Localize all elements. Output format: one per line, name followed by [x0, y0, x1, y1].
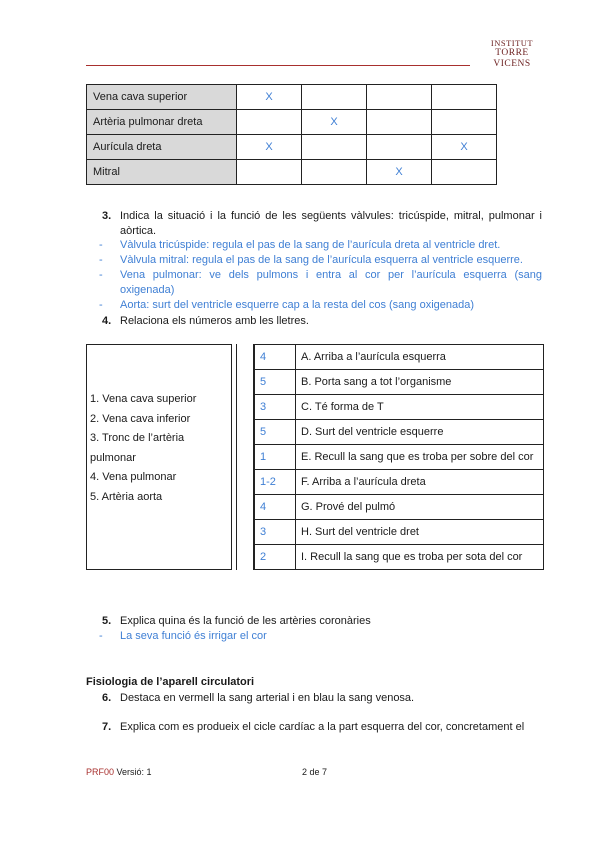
table-row	[87, 110, 497, 135]
row-label: Mitral	[87, 160, 237, 185]
list-item: 3. Tronc de l’artèria pulmonar	[90, 432, 185, 464]
table-cell	[367, 110, 432, 135]
table-cell: X	[367, 160, 432, 185]
answer-item: - Vàlvula mitral: regula el pas de la sang de l’aurícula esquerra al ventricle esquerre.	[102, 253, 542, 268]
answer-number: 3	[255, 395, 296, 420]
answer-text: Vena pulmonar: ve dels pulmons i entra al cor per l’aurícula esquerra (sang oxigenada)	[120, 269, 542, 296]
answer-item: - La seva funció és irrigar el cor	[102, 629, 542, 644]
table-cell	[302, 85, 367, 110]
question-text: Relaciona els números amb les lletres.	[120, 315, 309, 327]
matching-table	[254, 344, 544, 570]
table-row	[255, 445, 544, 470]
table-cell: X	[237, 135, 302, 160]
question-7	[102, 720, 542, 735]
answer-number: 3	[255, 520, 296, 545]
matching-separator-line	[236, 344, 237, 570]
list-item: 2. Vena cava inferior	[90, 412, 191, 425]
footer-version	[86, 767, 152, 777]
answer-number: 1	[255, 445, 296, 470]
answer-item: - Vàlvula tricúspide: regula el pas de la sang de l’aurícula dreta al ventricle dret.	[102, 238, 542, 253]
logo-line-1: INSTITUT	[490, 38, 534, 48]
question-text: Explica com es produeix el cicle cardíac a la part esquerra del cor, concretament el	[120, 721, 525, 733]
statement: C. Té forma de T	[296, 395, 544, 420]
question-6	[102, 691, 542, 706]
question-number: 5.	[102, 615, 112, 627]
question-text: Explica quina és la funció de les artèries coronàries	[120, 615, 371, 627]
answer-number: 2	[255, 545, 296, 570]
answer-text: Vàlvula mitral: regula el pas de la sang de l’aurícula esquerra al ventricle esquerre.	[120, 254, 523, 266]
answer-item: - Aorta: surt del ventricle esquerre cap a la resta del cos (sang oxigenada)	[102, 298, 542, 313]
table-cell: X	[432, 135, 497, 160]
table-cell	[432, 110, 497, 135]
row-label: Vena cava superior	[87, 85, 237, 110]
table-row	[255, 345, 544, 370]
answer-number: 1-2	[255, 470, 296, 495]
table-row	[255, 470, 544, 495]
answer-number: 5	[255, 420, 296, 445]
table-cell	[302, 160, 367, 185]
table-cell	[302, 135, 367, 160]
question-number: 7.	[102, 721, 112, 733]
statement: D. Surt del ventricle esquerre	[296, 420, 544, 445]
table-row	[255, 370, 544, 395]
question-3	[102, 209, 542, 239]
table-row	[255, 495, 544, 520]
table-row	[87, 160, 497, 185]
section-title: Fisiologia de l’aparell circulatori	[86, 676, 255, 688]
row-label: Aurícula dreta	[87, 135, 237, 160]
answer-number: 4	[255, 495, 296, 520]
table-cell	[432, 160, 497, 185]
table-cell	[237, 110, 302, 135]
statement: H. Surt del ventricle dret	[296, 520, 544, 545]
list-item: 4. Vena pulmonar	[90, 471, 177, 483]
answer-text: La seva funció és irrigar el cor	[120, 630, 267, 642]
table-row	[255, 545, 544, 570]
table-row	[87, 135, 497, 160]
statement: I. Recull la sang que es troba per sota del cor	[296, 545, 544, 570]
answer-text: Aorta: surt del ventricle esquerre cap a la resta del cos (sang oxigenada)	[120, 299, 475, 311]
question-text: Destaca en vermell la sang arterial i en blau la sang venosa.	[120, 692, 415, 704]
table-cell	[367, 135, 432, 160]
answer-text: Vàlvula tricúspide: regula el pas de la sang de l’aurícula dreta al ventricle dret.	[120, 239, 501, 251]
question-number: 4.	[102, 315, 112, 327]
table-cell	[237, 160, 302, 185]
school-logo	[476, 38, 548, 70]
table-cell: X	[302, 110, 367, 135]
document-code: PRF00	[86, 767, 115, 777]
answer-number: 4	[255, 345, 296, 370]
statement: E. Recull la sang que es troba per sobre del cor	[296, 445, 544, 470]
version-label: Versió: 1	[114, 767, 152, 777]
table-cell: X	[237, 85, 302, 110]
answer-number: 5	[255, 370, 296, 395]
list-item: 1. Vena cava superior	[90, 393, 197, 405]
statement: A. Arriba a l’aurícula esquerra	[296, 345, 544, 370]
question-4	[102, 314, 542, 329]
table-cell	[367, 85, 432, 110]
matching-left-list	[90, 390, 220, 507]
logo-line-2: TORRE VICENS	[493, 48, 531, 69]
row-label: Artèria pulmonar dreta	[87, 110, 237, 135]
table-row	[87, 85, 497, 110]
statement: G. Prové del pulmó	[296, 495, 544, 520]
statement: B. Porta sang a tot l’organisme	[296, 370, 544, 395]
table-cell	[432, 85, 497, 110]
page-number: 2 de 7	[302, 767, 328, 777]
list-item: 5. Artèria aorta	[90, 490, 163, 503]
question-5	[102, 614, 542, 629]
question-number: 3.	[102, 210, 112, 222]
statement: F. Arriba a l’aurícula dreta	[296, 470, 544, 495]
header-rule	[86, 65, 470, 66]
question-number: 6.	[102, 692, 112, 704]
valves-table	[86, 84, 497, 185]
question-text: Indica la situació i la funció de les següents vàlvules: tricúspide, mitral, pulmonar i aòrtica.	[120, 210, 542, 237]
table-row	[255, 520, 544, 545]
answer-item: - Vena pulmonar: ve dels pulmons i entra al cor per l’aurícula esquerra (sang oxigenada)	[99, 269, 542, 296]
table-row	[255, 420, 544, 445]
table-row	[255, 395, 544, 420]
